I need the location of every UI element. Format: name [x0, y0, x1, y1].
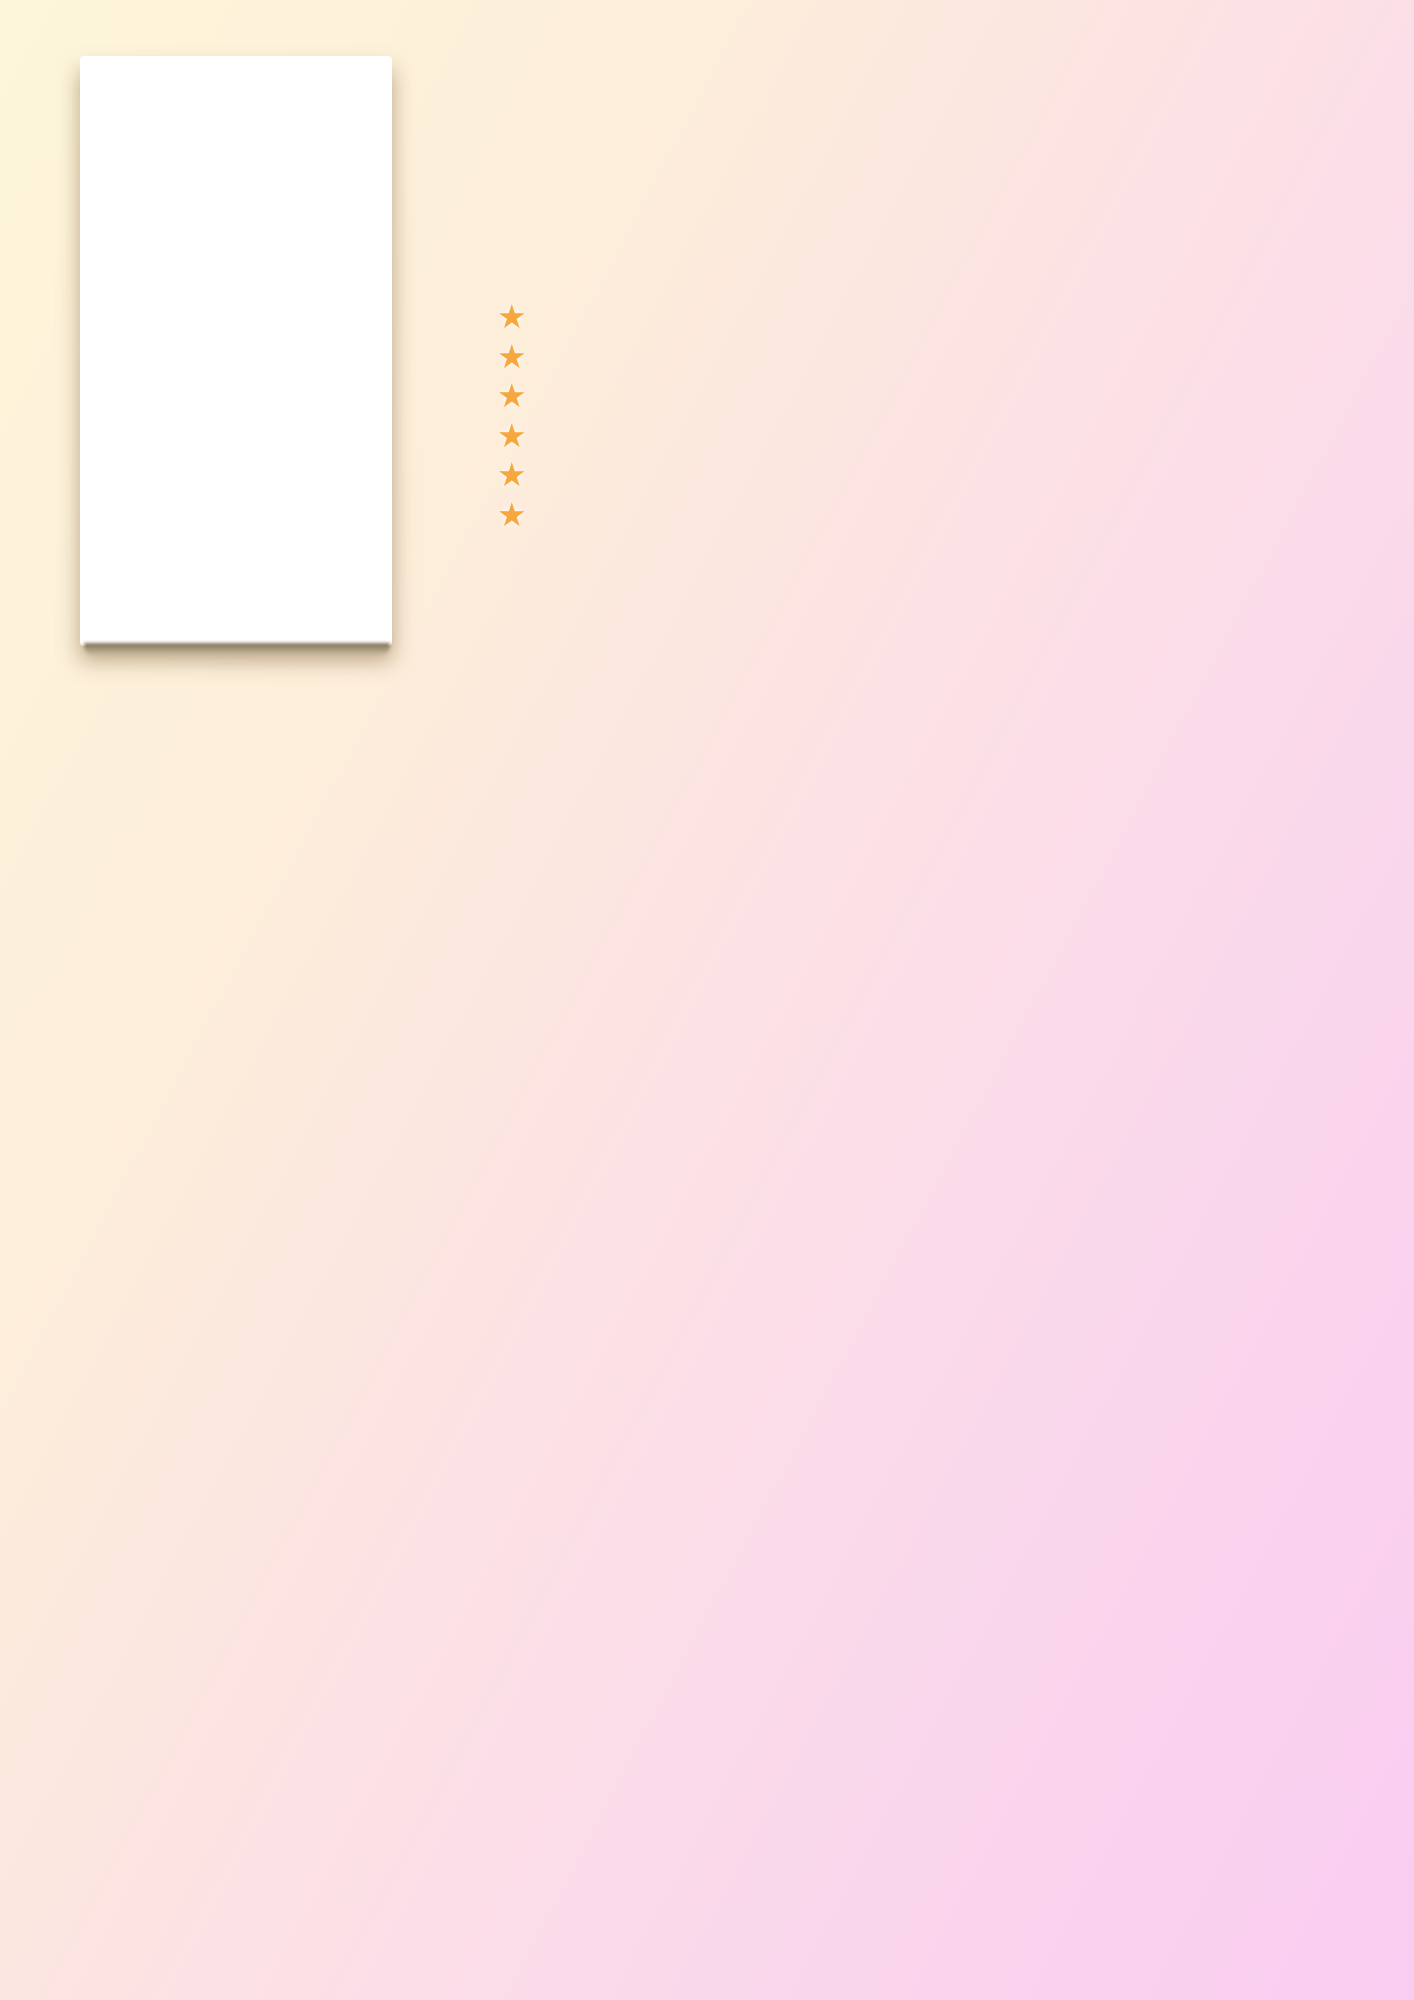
star-icon: ★ — [497, 297, 527, 337]
list-item — [497, 337, 542, 377]
week-3-row — [68, 1498, 1414, 1710]
list-item — [497, 376, 542, 416]
week-2-row — [68, 1223, 1414, 1435]
notebook-shadow — [84, 643, 390, 655]
list-item — [497, 297, 542, 337]
star-icon: ★ — [497, 376, 527, 416]
list-item — [497, 495, 542, 535]
star-icon: ★ — [497, 455, 527, 495]
star-icon: ★ — [497, 415, 527, 455]
star-icon: ★ — [497, 494, 527, 534]
notebook-page — [80, 56, 392, 646]
feature-list — [497, 297, 542, 534]
list-item — [497, 416, 542, 456]
week-4-row — [68, 1773, 1414, 1985]
notebook-mockup — [44, 56, 392, 646]
spiral-binding — [44, 72, 94, 630]
week-1-row — [68, 928, 1414, 1140]
list-item — [497, 455, 542, 495]
star-icon: ★ — [497, 336, 527, 376]
